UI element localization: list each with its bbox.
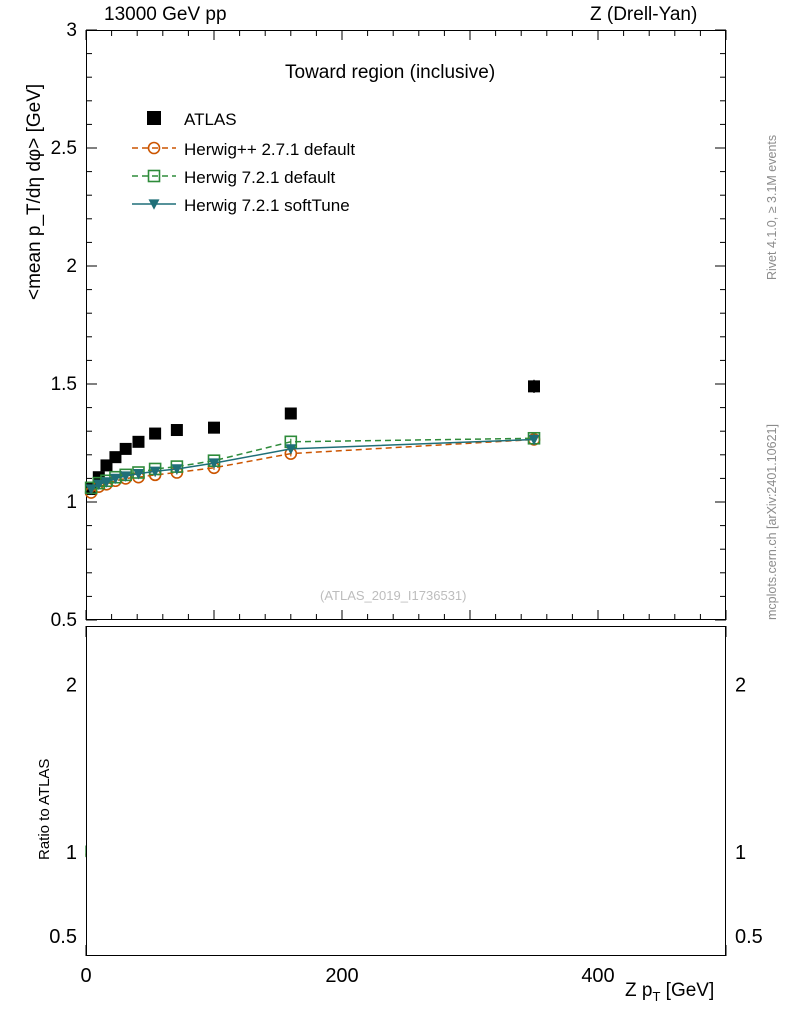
x-axis-label-text: Z $p_T$ [GeV] [625, 980, 715, 1004]
header-left: 13000 GeV pp [104, 4, 227, 25]
header-right: Z (Drell-Yan) [590, 4, 698, 25]
series-marker-0 [208, 422, 220, 434]
dataset-watermark: (ATLAS_2019_I1736531) [320, 588, 467, 603]
series-marker-0 [149, 428, 161, 440]
y-tick-label: 0.5 [50, 610, 77, 631]
series-marker-0 [132, 436, 144, 448]
series-marker-0 [120, 443, 132, 455]
ratio-y-tick-label: 0.5 [49, 925, 77, 948]
mcplots-arxiv-note: mcplots.cern.ch [arXiv:2401.10621] [765, 424, 779, 620]
ratio-y-axis-label: Ratio to ATLAS [36, 758, 53, 860]
legend-label-herwigpp271: Herwig++ 2.7.1 default [184, 140, 356, 159]
y-tick-label: 3 [66, 20, 77, 41]
legend-label-herwig721-softtune: Herwig 7.2.1 softTune [184, 196, 350, 215]
series-marker-0 [285, 408, 297, 420]
ratio-y-tick-label-right: 0.5 [735, 925, 763, 948]
series-marker-0 [528, 380, 540, 392]
y-tick-label: 2.5 [50, 138, 77, 159]
x-tick-label: 200 [325, 965, 359, 987]
plot-title: Toward region (inclusive) [285, 62, 496, 83]
legend-label-herwig721-default: Herwig 7.2.1 default [184, 168, 336, 187]
x-tick-label: 0 [80, 965, 92, 987]
y-tick-label: 1.5 [50, 374, 77, 395]
y-axis-label: <mean p_T/dη dφ> [GeV] [24, 83, 45, 300]
ratio-y-tick-label-right: 1 [735, 842, 747, 865]
x-tick-label: 400 [581, 965, 615, 987]
y-tick-label: 2 [66, 256, 77, 277]
series-marker-0 [171, 424, 183, 436]
y-tick-label: 1 [66, 492, 77, 513]
rivet-version-note: Rivet 4.1.0, ≥ 3.1M events [765, 134, 779, 280]
ratio-y-tick-label-right: 2 [735, 674, 747, 697]
x-axis-label [625, 980, 714, 1004]
ratio-plot-frame [86, 626, 726, 956]
legend-label-atlas: ATLAS [184, 110, 237, 129]
legend-marker-0 [147, 111, 161, 125]
series-marker-0 [109, 451, 121, 463]
ratio-y-tick-label: 2 [65, 674, 77, 697]
ratio-y-tick-label: 1 [65, 842, 77, 865]
